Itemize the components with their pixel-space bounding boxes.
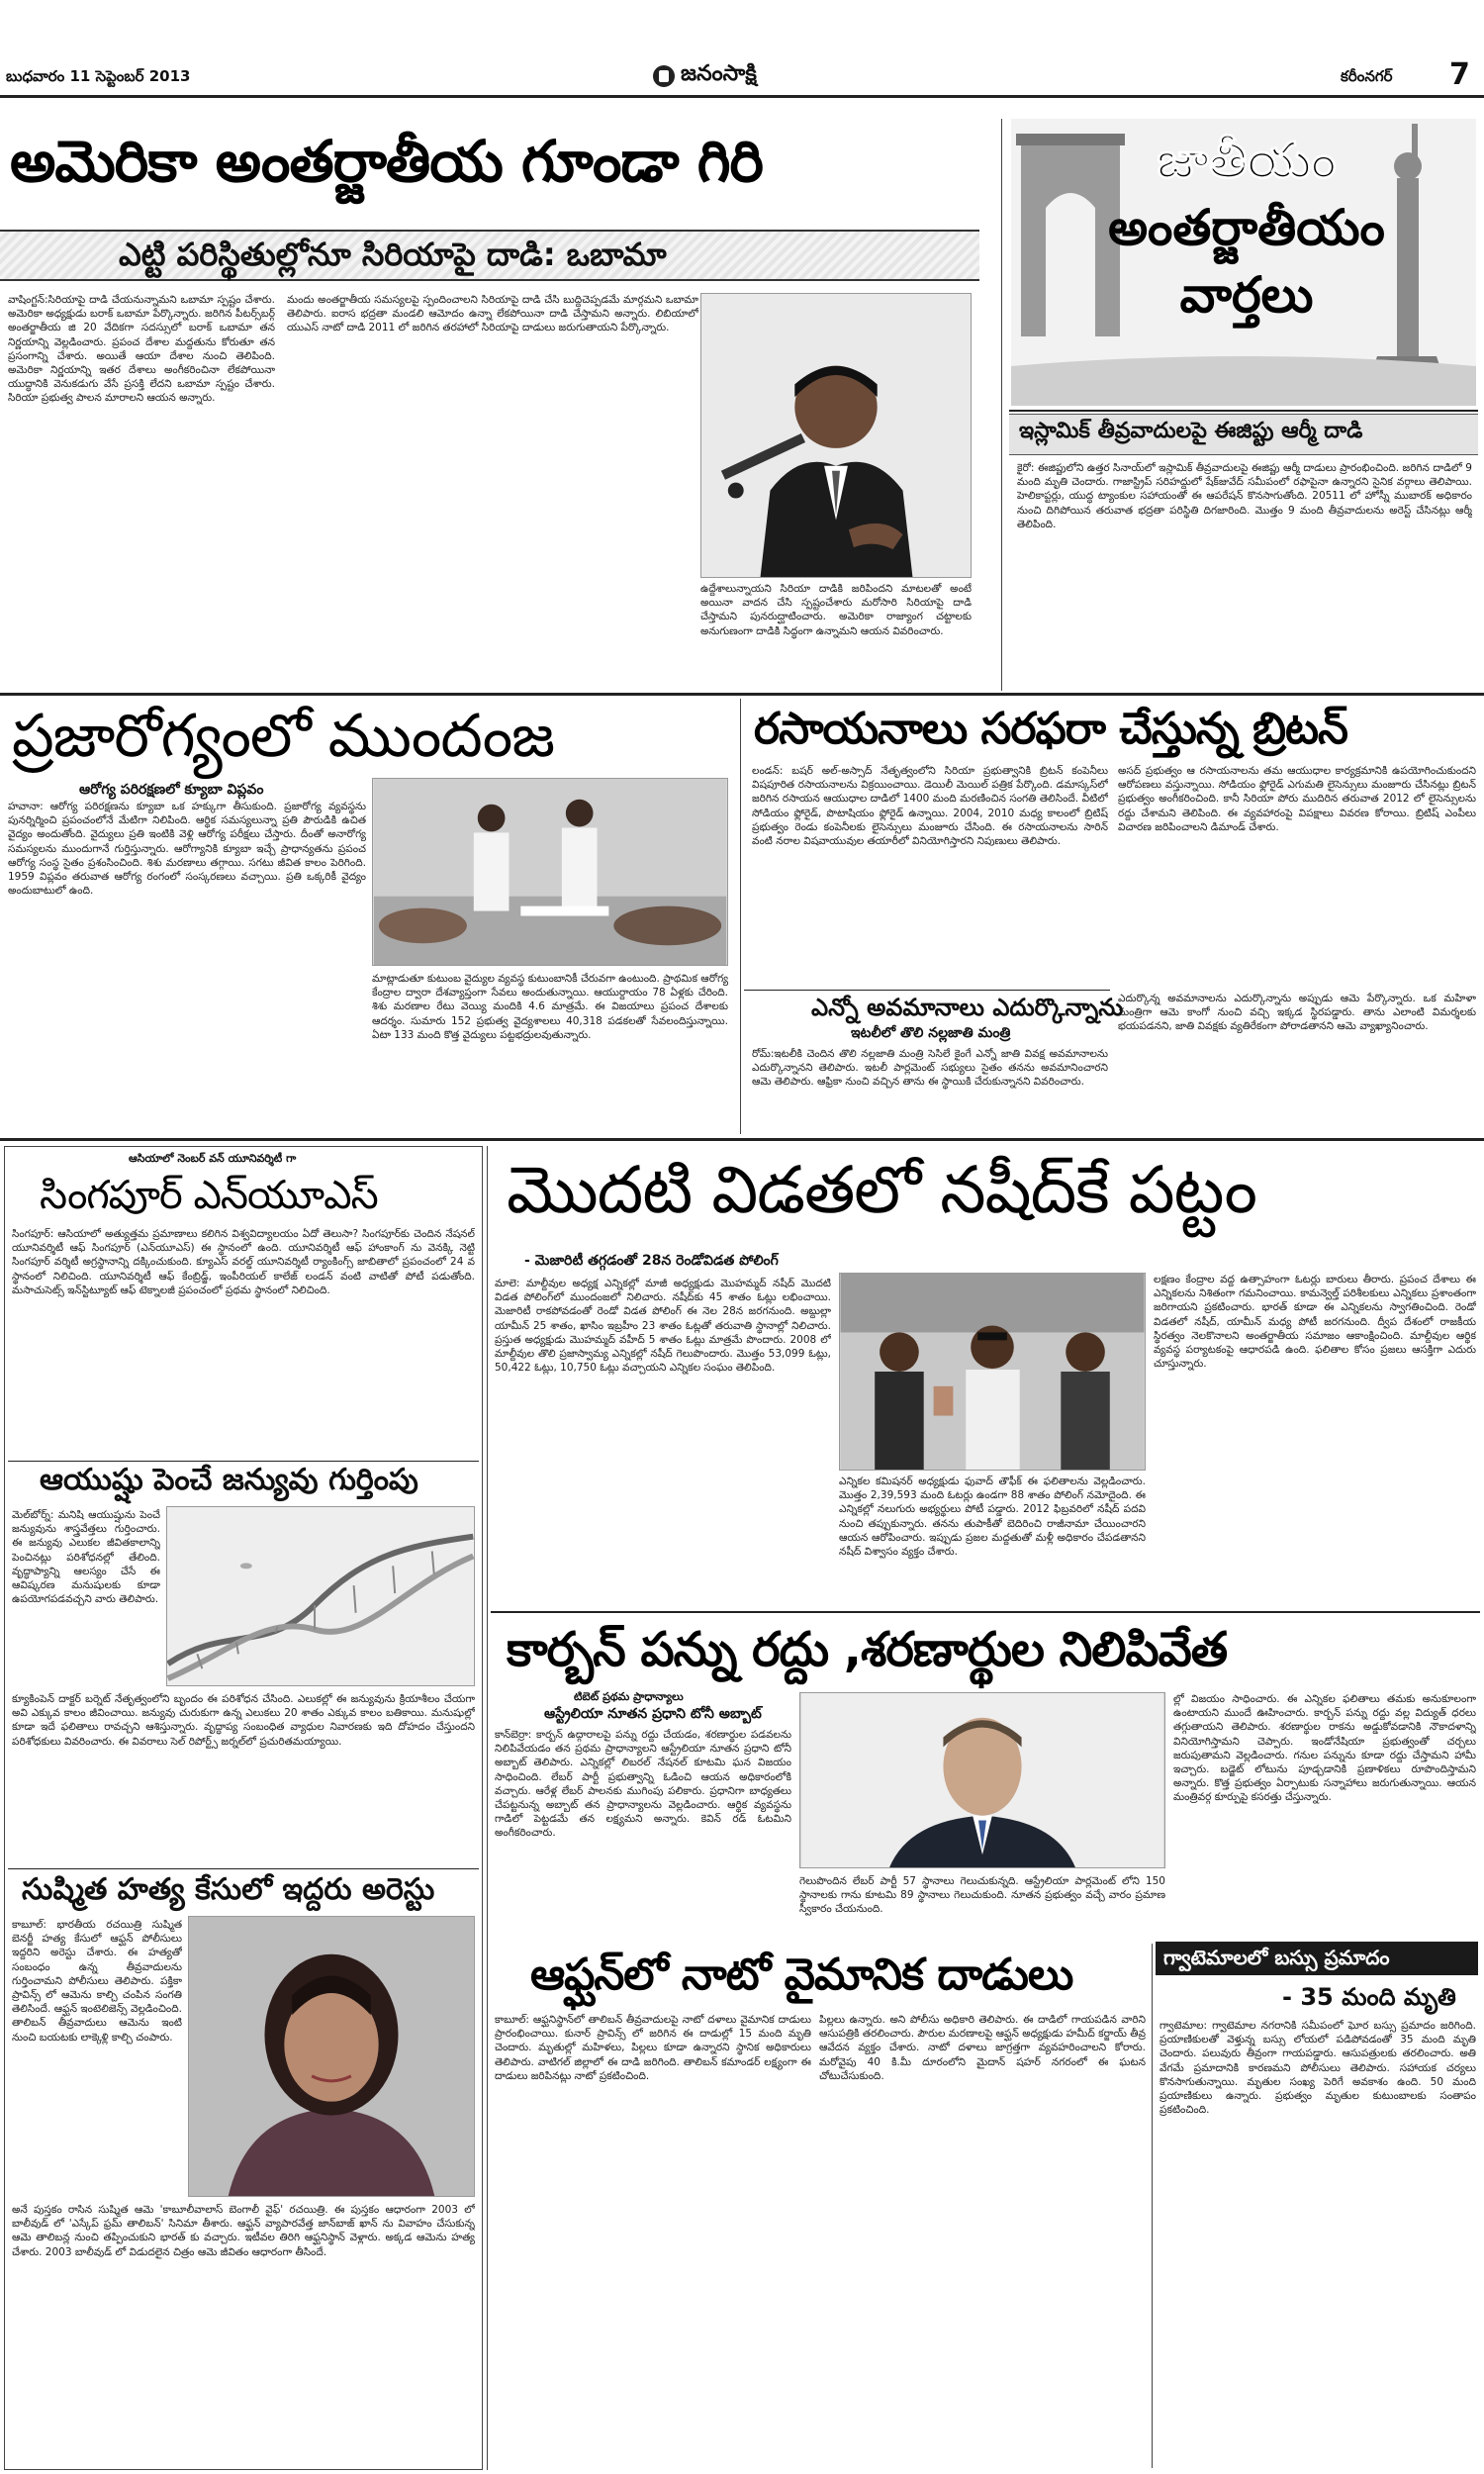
rule-racism-top (744, 990, 1110, 991)
maldives-col1: మాలె: మాల్దీవుల అధ్యక్ష ఎన్నికల్లో మాజీ అధ్యక్షుడు మొహమ్మద్‌ నషీద్‌ మొదటి విడత పోలింగ్‌లో ముందంజలో నిలిచారు. నషీద్‌కు 45 శాతం ఓట్లు లభించాయి. మెజారిటీ రాకపోవడంతో రెండో విడత పోలింగ్‌ ఈ నెల 28న జరగనుంది. అబ్దుల్లా యామీన్‌ 25 శాతం, ఖాసిం ఇబ్రహీం 23 శాతం ఓట్లతో తరువాతి స్థానాల్లో నిలిచారు. ప్రస్తుత అధ్యక్షుడు మొహమ్మద్‌ వహీద్‌ 5 శాతం ఓట్లు మాత్రమే పొందారు. 2008 లో మాల్దీవుల తొలి ప్రజాస్వామ్య ఎన్నికల్లో నషీద్‌ గెలుపొందారు. మొత్తం 53,099 ఓట్లు, 50,422 ఓట్లు, 10,750 ఓట్లు వచ్చాయని ఎన్నికల సంఘం తెలిపింది. (495, 1278, 831, 1375)
masthead-rule (0, 95, 1484, 98)
abbott-photo (799, 1692, 1165, 1868)
masthead (0, 57, 1484, 101)
emblem-icon (653, 65, 675, 87)
logo-line-1: జాతీయం (1157, 132, 1337, 189)
maldives-photo (839, 1273, 1146, 1471)
obama-col1: వాషింగ్టన్‌:సిరియాపై దాడి చేయనున్నామని ఒబామా స్పష్టం చేశారు. అమెరికా అధ్యక్షుడు బరాక్‌ ఒబామా పేర్కొన్నారు. జరిగిన పీటర్స్‌బర్గ్‌ అంతర్జాతీయ జి 20 వేదికగా సదస్సులో బరాక్‌ ఒబామా తన నిర్ణయాన్ని వెల్లడించారు. ప్రపంచ దేశాల మద్దతును కోరుతూ తన ప్రసంగాన్ని చేశారు. అయితే ఆయా దేశాల నుంచి తెలిపింది. అమెరికా నిర్ణయాన్ని ఇతర దేశాలు అంగీకరించినా లేకపోయినా యుద్ధానికి వెనుకడుగు వేసే ప్రసక్తి లేదని ఒబామా స్పష్టం చేశారు. సిరియా ప్రభుత్వ పాలన మారాలని ఆయన అన్నారు. (8, 294, 275, 405)
sushmita-body: అనే పుస్తకం రాసిన సుష్మిత ఆమె 'కాబూలీవాలాస్‌ బెంగాలీ వైఫ్‌' రచయిత్రి. ఈ పుస్తకం ఆధారంగా 2003 లో బాలీవుడ్‌ లో 'ఎస్కేప్‌ ఫ్రమ్‌ తాలిబన్‌' సినిమా తీశారు. ఆఫ్ఘన్‌ వ్యాపారవేత్త జాన్‌బాజ్‌ ఖాన్‌ ను వివాహం చేసుకున్న ఆమె తాలిబన్ల నుంచి తప్పించుకుని భారత్‌ కు వచ్చారు. ఇటీవల తిరిగి ఆఫ్ఘనిస్థాన్‌ వెళ్లారు. అక్కడ ఆమెను హత్య చేశారు. 2003 బాలీవుడ్‌ లో విడుదలైన చిత్రం ఆమె జీవితం ఆధారంగా తీసిందే. (12, 2204, 475, 2258)
rule-row1 (0, 693, 1484, 696)
logo-text (1049, 127, 1444, 329)
rule-egypt-top (1009, 410, 1478, 412)
logo-line-3: వార్తలు (1179, 266, 1314, 324)
dna-photo (166, 1506, 475, 1686)
masthead-logo (653, 61, 757, 91)
logo-line-2: అంతర్జాతీయం (1108, 199, 1385, 256)
headline-egypt-text: ఇస్లామిక్‌ తీవ్రవాదులపై ఈజిప్టు ఆర్మీ దాడి (1019, 419, 1363, 443)
headline-singapore: సింగపూర్‌ ఎన్‌యూఎస్‌ (40, 1173, 378, 1218)
divider-health (740, 699, 741, 1134)
obama-col3: ఉద్దేశాలున్నాయని సిరియా దాడికి జరిపిందని మాటలతో అంటే అయినా వాదన చేసి స్పష్టంచేశారు మరోసారి సిరియాపై దాడి చేస్తామని పునరుద్ఘాటించారు. అమెరికా రాజ్యాంగ చట్టాలకు అనుగుణంగా దాడికి సిద్ధంగా ఉన్నామని ఆయన వివరించారు. (700, 583, 972, 637)
guatemala-kicker: - 35 మంది మృతి (1282, 1983, 1456, 2011)
racism-col1: రోమ్‌:ఇటలీకి చెందిన తొలి నల్లజాతి మంత్రి సెసిలే కైంగే ఎన్నో జాతి వివక్ష అవమానాలను ఎదుర్కొన్నానని తెలిపారు. ఇటలీ పార్లమెంట్‌ సభ్యులు సైతం తనను అవమానించారని ఆమె తెలిపారు. ఆఫ్రికా నుంచి వచ్చిన తాను ఈ స్థాయికి చేరుకున్నానని వివరించారు. (752, 1048, 1108, 1089)
gene-body: క్యూకింపెన్‌ దాక్టర్‌ బర్నెట్‌ నేతృత్వంలోని బృందం ఈ పరిశోధన చేసింది. ఎలుకల్లో ఈ జన్యువును క్రియాశీలం చేయగా అవి ఎక్కువ కాలం జీవించాయి. జన్యువు చురుకుగా ఉన్న ఎలుకలు 20 శాతం ఎక్కువ కాలం బతికాయి. మనుషుల్లో కూడా ఇదే ఫలితాలు రావచ్చని ఆశిస్తున్నారు. వృద్ధాప్య సంబంధిత వ్యాధుల నివారణకు ఇది దోహదం చేస్తుందని పరిశోధకులు వివరించారు. ఈ వివరాలు సెల్‌ రిపోర్ట్స్‌ జర్నల్‌లో ప్రచురితమయ్యాయి. (12, 1693, 475, 1748)
masthead-date: బుధవారం 11 సెప్టెంబర్ 2013 (6, 67, 191, 85)
headline-obama: అమెరికా అంతర్జాతీయ గూండా గిరి (10, 128, 763, 195)
sushmita-photo (188, 1916, 475, 2197)
headline-sushmita: సుష్మిత హత్య కేసులో ఇద్దరు అరెస్టు (22, 1872, 435, 1907)
rule-row2 (0, 1138, 1484, 1141)
divider-guatemala (1152, 1944, 1153, 2468)
rule-abbott-top (491, 1611, 1480, 1613)
health-col1: హవానా: ఆరోగ్య పరిరక్షణను క్యూబా ఒక హక్కుగా తీసుకుంది. ప్రజారోగ్య వ్యవస్థను పునర్నిర్మించి ప్రపంచంలోనే మేటిగా నిలిపింది. ఆర్థిక సమస్యలున్నా ప్రతి పౌరుడికి ఉచిత వైద్యం అందుతోంది. వైద్యులు ప్రతి ఇంటికి వెళ్లి ఆరోగ్య పరీక్షలు చేస్తారు. దీంతో అనారోగ్య సమస్యలను ముందుగానే గుర్తిస్తున్నారు. ఆరోగ్యానికి క్యూబా ఇచ్చే ప్రాధాన్యతను ప్రపంచ ఆరోగ్య సంస్థ సైతం ప్రశంసించింది. శిశు మరణాలు తగ్గాయి. సగటు జీవిత కాలం పెరిగింది. 1959 విప్లవం తరువాత ఆరోగ్య రంగంలో సంస్కరణలు వచ్చాయి. ప్రతి ఒక్కరికీ వైద్యం అందుబాటులో ఉంది. (8, 801, 366, 898)
singapore-body: సింగపూర్‌: ఆసియాలో అత్యుత్తమ ప్రమాణాలు కలిగిన విశ్వవిద్యాలయం ఏదో తెలుసా? సింగపూర్‌కు చెందిన నేషనల్‌ యూనివర్శిటీ ఆఫ్‌ సింగపూర్‌ (ఎన్‌యూఎస్‌) ఈ స్థానంలో ఉంది. యూనివర్శిటీ ఆఫ్‌ హాంకాంగ్‌ ను వెనక్కి నెట్టి సింగపూర్‌ వర్శిటీ అగ్రస్థానాన్ని దక్కించుకుంది. క్యూఎస్‌ వరల్డ్‌ యూనివర్శిటీ ర్యాంకింగ్స్‌ జాబితాలో ప్రపంచంలో 24 వ స్థానంలో నిలిచింది. యూనివర్శిటీ ఆఫ్‌ కేంబ్రిడ్జ్‌, ఇంపీరియల్‌ కాలేజ్‌ లండన్‌ వంటి వాటితో పోటీ పడుతోంది. మసాచుసెట్స్‌ ఇన్‌స్టిట్యూట్‌ ఆఫ్‌ టెక్నాలజీ ప్రపంచంలో ప్రథమ స్థానంలో నిలిచింది. (12, 1228, 475, 1296)
health-kicker: ఆరోగ్య పరిరక్షణలో క్యూబా విప్లవం (79, 782, 264, 798)
headline-racism: ఎన్నో అవమానాలు ఎదుర్కొన్నాను (811, 994, 1124, 1021)
obama-photo (700, 293, 972, 578)
racism-kicker: ఇటలీలో తొలి నల్లజాతి మంత్రి (851, 1025, 1011, 1041)
paper-name: జనంసాక్షి (681, 61, 757, 86)
health-col2: మాట్లాడుతూ కుటుంబ వైద్యుల వ్యవస్థ కుటుంబానికీ చేరువగా ఉంటుంది. ప్రాథమిక ఆరోగ్య కేంద్రాల ద్వారా దేశవ్యాప్తంగా సేవలు అందుతున్నాయి. ఆయుర్దాయం 78 ఏళ్లకు చేరింది. శిశు మరణాల రేటు వెయ్యి మందికి 4.6 మాత్రమే. ఈ విజయాలు ప్రపంచ దేశాలకు ఆదర్శం. సుమారు 152 ప్రభుత్వ వైద్యశాలలు 40,318 పడకలతో సేవలందిస్తున్నాయి. ఏటా 133 మంది కొత్త వైద్యులు పట్టభద్రులవుతున్నారు. (372, 973, 728, 1041)
egypt-body: కైరో: ఈజిప్టులోని ఉత్తర సినాయ్‌లో ఇస్లామిక్‌ తీవ్రవాదులపై ఈజిప్టు ఆర్మీ దాడులు ప్రారంభించింది. జరిగిన దాడిలో 9 మంది మృతి చెందారు. గాజాస్ట్రిప్‌ సరిహద్దులో షేక్‌జువేద్‌ సమీపంలో రఫాపైనా ఉన్నారని సైనిక వర్గాలు తెలిపాయి. హెలికాప్టర్లు, యుద్ధ ట్యాంకుల సహాయంతో ఈ ఆపరేషన్‌ కొనసాగుతోంది. 20511 లో హోస్నీ ముబారక్‌ అధికారం నుంచి దిగిపోయిన తరువాత భద్రతా పరిస్థితి దిగజారింది. మొత్తం 9 మంది తీవ్రవాదులను అరెస్ట్‌ చేసినట్లు ఆర్మీ తెలిపింది. (1017, 462, 1472, 530)
obama-col2: మందు అంతర్జాతీయ సమస్యలపై స్పందించాలని సిరియాపై దాడి చేసి బుద్దిచెప్పడమే మార్గమని ఒబామా తెలిపారు. ఐరాస భద్రతా మండలి ఆమోదం ఉన్నా లేకపోయినా దాడి చేస్తామని అన్నారు. లిబియాలో యుఎస్‌ నాటో దాడి 2011 లో జరిగిన తరహాలో సిరియాపై దాడులు జరుగుతాయని పేర్కొన్నారు. (287, 294, 698, 334)
maldives-col3: లక్షణం కేంద్రాల వద్ద ఉత్సాహంగా ఓటర్లు బారులు తీరారు. ప్రపంచ దేశాలు ఈ ఎన్నికలను నిశితంగా గమనించాయి. కామన్వెల్త్‌ పరిశీలకులు ఎన్నికలు ప్రశాంతంగా జరిగాయని ప్రకటించారు. భారత్‌ కూడా ఈ ఎన్నికలను స్వాగతించింది. రెండో విడతలో నషీద్‌, యామీన్‌ మధ్య పోటీ జరగనుంది. ద్వీప దేశంలో రాజకీయ స్థిరత్వం నెలకొనాలని అంతర్జాతీయ సమాజం ఆకాంక్షించింది. మాల్దీవుల ఆర్థిక వ్యవస్థ పర్యాటకంపై ఆధారపడి ఉంది. ఫలితాల కోసం ప్రజలు ఆసక్తిగా ఎదురు చూస్తున్నారు. (1154, 1274, 1476, 1371)
guatemala-body: గ్వాటెమాల: గ్వాటెమాల నగరానికి సమీపంలో ఘోర బస్సు ప్రమాదం జరిగింది. ప్రయాణికులతో వెళ్తున్న బస్సు లోయలో పడిపోవడంతో 35 మంది మృతి చెందారు. పలువురు తీవ్రంగా గాయపడ్డారు. ఆసుపత్రులకు తరలించారు. అతి వేగమే ప్రమాదానికి కారణమని పోలీసులు తెలిపారు. సహాయక చర్యలు కొనసాగుతున్నాయి. మృతుల సంఖ్య పెరిగే అవకాశం ఉంది. 50 మంది ప్రయాణికులు ఉన్నారు. ప్రభుత్వం మృతుల కుటుంబాలకు సంతాపం ప్రకటించింది. (1159, 2020, 1476, 2117)
headline-abbott: కార్బన్‌ పన్ను రద్దు ,శరణార్థుల నిలిపివేత (507, 1622, 1228, 1677)
abbott-kicker2: ఆస్ట్రేలియా నూతన ప్రధాని టోనీ అబ్బాట్‌ (544, 1706, 762, 1722)
abbott-kicker1: టిబెట్‌ ప్రథమ ప్రాధాన్యాలు (574, 1690, 684, 1703)
afghan-col2: పిల్లలు ఉన్నారు. అని పోలీసు అధికారి తెలిపారు. ఈ దాడిలో గాయపడిన వారిని ఆసుపత్రికి తరలించారు. పౌరుల మరణాలపై ఆఫ్ఘన్‌ అధ్యక్షుడు హమీద్‌ కర్జాయ్‌ తీవ్ర ఆవేదన వ్యక్తం చేశారు. నాటో దళాలు జాగ్రత్తగా వ్యవహరించాలని కోరారు. మరోవైపు 40 కి.మీ దూరంలోని మైదాన్‌ షహర్‌ నగరంలో ఈ ఘటన చోటుచేసుకుంది. (819, 2014, 1146, 2082)
divider-left-column (487, 1146, 488, 2470)
headline-maldives: మొదటి విడతలో నషీద్‌కే పట్టం (507, 1152, 1256, 1228)
afghan-col1: కాబూల్‌: ఆఫ్ఘనిస్థాన్‌లో తాలిబన్‌ తీవ్రవాదులపై నాటో దళాలు వైమానిక దాడులు ప్రారంభించాయి. కునార్‌ ప్రావిన్స్‌ లో జరిగిన ఈ దాడుల్లో 15 మంది మృతి చెందారు. మృతుల్లో మహిళలు, పిల్లలు కూడా ఉన్నారని స్థానిక అధికారులు తెలిపారు. వాటిగల్‌ జిల్లాలో ఈ దాడి జరిగింది. తాలిబన్‌ కమాండర్‌ లక్ష్యంగా ఈ దాడులు జరిపినట్లు నాటో ప్రకటించింది. (495, 2014, 811, 2082)
health-photo (372, 778, 728, 966)
abbott-col3: ల్లో విజయం సాధించారు. ఈ ఎన్నికల ఫలితాలు తమకు అనుకూలంగా ఉంటాయని ముందే ఊహించారు. కార్బన్‌ పన్ను రద్దు వల్ల విద్యుత్‌ ధరలు తగ్గుతాయని తెలిపారు. శరణార్థుల రాకను అడ్డుకోవడానికి నౌకాదళాన్ని వినియోగిస్తామని చెప్పారు. ఇండోనేషియా ప్రభుత్వంతో చర్చలు జరుపుతామని వెల్లడించారు. గనుల పన్నును కూడా రద్దు చేస్తామని హామీ ఇచ్చారు. బడ్జెట్‌ లోటును పూడ్చడానికి ప్రణాళికలు రూపొందిస్తామని అన్నారు. కొత్త ప్రభుత్వం ఏర్పాటుకు సన్నాహాలు జరుగుతున్నాయి. ఆయన మంత్రివర్గ కూర్పుపై కసరత్తు చేస్తున్నారు. (1173, 1693, 1476, 1804)
sushmita-col1: కాబూల్‌: భారతీయ రచయిత్రి సుష్మిత బెనర్జీ హత్య కేసులో ఆఫ్ఘన్‌ పోలీసులు ఇద్దరిని అరెస్టు చేశారు. ఈ హత్యతో సంబంధం ఉన్న తీవ్రవాదులను గుర్తించామని పోలీసులు తెలిపారు. పక్తికా ప్రావిన్స్‌ లో ఆమెను కాల్చి చంపిన సంగతి తెలిసిందే. ఆఫ్ఘన్‌ ఇంటెలిజెన్స్‌ వెల్లడించింది. తాలిబన్‌ తీవ్రవాదులు ఆమెను ఇంటి నుంచి బయటకు లాక్కెళ్లి కాల్చి చంపారు. (12, 1919, 182, 2044)
rule-sushmita-top (8, 1868, 479, 1869)
headline-britain: రసాయనాలు సరఫరా చేస్తున్న బ్రిటన్‌ (754, 704, 1347, 754)
headline-health: ప్రజారోగ్యంలో ముందంజ (12, 702, 554, 771)
abbott-col1: కాన్‌బెర్రా: కార్బన్‌ ఉద్గారాలపై పన్ను రద్దు చేయడం, శరణార్థుల పడవలను నిలిపివేయడం తన ప్రథమ ప్రాధాన్యాలని ఆస్ట్రేలియా నూతన ప్రధాని టోనీ అబ్బాట్‌ తెలిపారు. ఎన్నికల్లో లిబరల్‌ నేషనల్‌ కూటమి ఘన విజయం సాధించింది. లేబర్‌ పార్టీ ప్రభుత్వాన్ని ఓడించి ఆయన అధికారంలోకి వచ్చారు. ఆరేళ్ల లేబర్‌ పాలనకు ముగింపు పలికారు. ప్రధానిగా బాధ్యతలు చేపట్టనున్న అబ్బాట్‌ తన ప్రాధాన్యాలను వెల్లడించారు. ఆర్థిక వ్యవస్థను గాడిలో పెట్టడమే తన లక్ష్యమని అన్నారు. కెవిన్‌ రడ్‌ ఓటమిని అంగీకరించారు. (495, 1729, 791, 1840)
abbott-col2: గెలుపొందిన లేబర్‌ పార్టీ 57 స్థానాలు గెలుచుకున్నది. ఆస్ట్రేలియా పార్లమెంట్‌ లోని 150 స్థానాలకు గాను కూటమి 89 స్థానాలు గెలుచుకుంది. నూతన ప్రభుత్వం వచ్చే వారం ప్రమాణ స్వీకారం చేయనుంది. (799, 1875, 1165, 1916)
subheadline-obama: ఎట్టి పరిస్థితుల్లోనూ సిరియాపై దాడి: ఒబామా (119, 236, 667, 273)
britain-col1: లండన్‌: బషర్‌ అల్‌-అస్సాద్‌ నేతృత్వంలోని సిరియా ప్రభుత్వానికి బ్రిటన్‌ కంపెనీలు విషపూరిత రసాయనాలను విక్రయించాయి. డెయిలీ మెయిల్‌ పత్రిక పేర్కొంది. డమాస్కస్‌లో జరిగిన రసాయన ఆయుధాల దాడిలో 1400 మంది మరణించిన సంగతి తెలిసిందే. వీటిలో సోడియం ఫ్లోరైడ్‌, పొటాషియం ఫ్లోరైడ్‌ ఉన్నాయి. 2004, 2010 మధ్య కాలంలో బ్రిటిష్‌ ప్రభుత్వం రెండు కంపెనీలకు లైసెన్సులు మంజూరు చేసింది. ఈ రసాయనాలను సారిన్‌ వంటి నరాల విషవాయువుల తయారీలో వినియోగిస్తారని నిపుణులు తెలిపారు. (752, 765, 1108, 848)
gene-col1: మెల్‌బోర్న్‌: మనిషి ఆయుష్షును పెంచే జన్యువును శాస్త్రవేత్తలు గుర్తించారు. ఈ జన్యువు ఎలుకల జీవితకాలాన్ని పెంచినట్లు పరిశోధనల్లో తేలింది. వృద్ధాప్యాన్ని ఆలస్యం చేసే ఈ ఆవిష్కరణ మనుషులకు కూడా ఉపయోగపడవచ్చని వారు తెలిపారు. (12, 1509, 160, 1606)
divider-egypt (1001, 119, 1002, 691)
maldives-kicker: - మెజారిటీ తగ్గడంతో 28న రెండోవిడత పోలింగ్‌ (524, 1253, 779, 1269)
headline-guatemala: గ్వాటెమాలలో బస్సు ప్రమాదం (1163, 1946, 1390, 1969)
britain-col2: అసద్‌ ప్రభుత్వం ఆ రసాయనాలను తమ ఆయుధాల కార్యక్రమానికి ఉపయోగించుకుందని ఆరోపణలు వస్తున్నాయి. సోడియం ఫ్లోరైడ్‌ ఎగుమతి లైసెన్సులు మంజూరు చేసినట్లు బ్రిటన్‌ ప్రభుత్వం అంగీకరించింది. కానీ సిరియా పోరు ముదిరిన తరువాత 2012 లో లైసెన్సులను రద్దు చేశామని తెలిపింది. ఈ వ్యవహారంపై విపక్షాలు వివరణ కోరాయి. బ్రిటిష్‌ ఎంపీలు విచారణ జరిపించాలని డిమాండ్‌ చేశారు. (1118, 765, 1476, 833)
page-number: 7 (1449, 57, 1470, 92)
headline-gene: ఆయుష్షు పెంచే జన్యువు గుర్తింపు (40, 1463, 418, 1497)
racism-col2: ఎదుర్కొన్న అవమానాలను ఎదుర్కొన్నాను అప్పుడు ఆమె పేర్కొన్నారు. ఒక మహిళా మంత్రిగా ఆమె కాంగో నుంచి వచ్చి ఇక్కడ స్థిరపడ్డారు. తాను ఎలాంటి విమర్శలకు భయపడనని, జాతి వివక్షకు వ్యతిరేకంగా పోరాడతానని ఆమె వ్యాఖ్యానించారు. (1118, 993, 1476, 1033)
rule-gene-top (8, 1461, 479, 1462)
maldives-col2: ఎన్నికల కమిషనర్‌ అధ్యక్షుడు ఫువాద్‌ తౌఫీక్‌ ఈ ఫలితాలను వెల్లడించారు. మొత్తం 2,39,593 మంది ఓటర్లు ఉండగా 88 శాతం పోలింగ్‌ నమోదైంది. ఈ ఎన్నికల్లో నలుగురు అభ్యర్థులు పోటీ పడ్డారు. 2012 ఫిబ్రవరిలో నషీద్‌ పదవి నుంచి తప్పుకున్నారు. తనను తుపాకీతో బెదిరించి రాజీనామా చేయించారని ఆయన ఆరోపించారు. ఇప్పుడు ప్రజల మద్దతుతో మళ్లీ అధికారం చేపడతానని నషీద్‌ విశ్వాసం వ్యక్తం చేశారు. (839, 1475, 1146, 1559)
headline-afghan: ఆఫ్ఘన్‌లో నాటో వైమానిక దాడులు (530, 1950, 1073, 2000)
singapore-kicker: ఆసియాలో నెంబర్‌ వన్‌ యూనివర్శిటీ గా (129, 1152, 297, 1165)
edition-label: కరీంనగర్ (1341, 67, 1393, 85)
